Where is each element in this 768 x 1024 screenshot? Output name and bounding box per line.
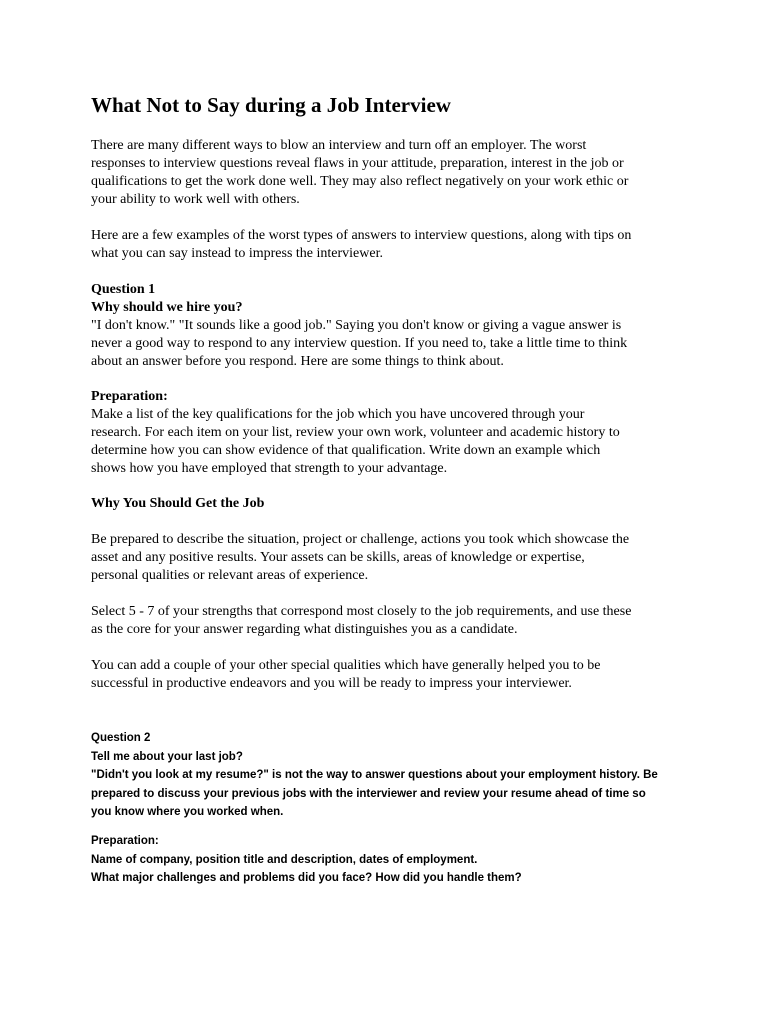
preparation-label: Preparation: [91, 835, 159, 847]
text-line: never a good way to respond to any interview question. If you need to, take a little time to think [91, 336, 628, 351]
text-line: qualifications to get the work done well. They may also reflect negatively on your work ethic or [91, 174, 629, 189]
intro-paragraph-1 [91, 137, 691, 209]
question-1-text: Why should we hire you? [91, 300, 243, 315]
question-1-block [91, 281, 691, 371]
text-line: determine how you can show evidence of that qualification. Write down an example which [91, 443, 601, 458]
question-2-preparation [91, 832, 691, 888]
document-title: What Not to Say during a Job Interview [91, 93, 451, 117]
text-line: asset and any positive results. Your assets can be skills, areas of knowledge or expertise, [91, 550, 585, 565]
text-line: Name of company, position title and description, dates of employment. [91, 853, 478, 866]
question-1-label: Question 1 [91, 282, 156, 297]
preparation-label: Preparation: [91, 389, 168, 404]
section-heading: Why You Should Get the Job [91, 496, 265, 511]
text-line: prepared to discuss your previous jobs with the interviewer and review your resume ahead of time so [91, 787, 646, 800]
text-line: research. For each item on your list, review your own work, volunteer and academic history to [91, 425, 620, 440]
text-line: What major challenges and problems did you face? How did you handle them? [91, 872, 522, 884]
intro-paragraph-2 [91, 227, 691, 263]
text-line: Here are a few examples of the worst types of answers to interview questions, along with tips on [91, 228, 632, 243]
text-line: Make a list of the key qualifications for the job which you have uncovered through your [91, 407, 585, 422]
text-line: successful in productive endeavors and you will be ready to impress your interviewer. [91, 676, 572, 691]
text-line: "Didn't you look at my resume?" is not the way to answer questions about your employment history. Be [91, 769, 658, 781]
question-2-text: Tell me about your last job? [91, 750, 243, 763]
text-line: Be prepared to describe the situation, project or challenge, actions you took which showcase the [91, 532, 630, 547]
section-paragraph-1 [91, 531, 691, 585]
text-line: about an answer before you respond. Here are some things to think about. [91, 354, 504, 369]
question-2-block [91, 729, 691, 822]
question-1-preparation [91, 388, 691, 478]
text-line: "I don't know." "It sounds like a good job." Saying you don't know or giving a vague answer is [91, 318, 622, 333]
text-line: you know where you worked when. [91, 806, 284, 818]
question-2-label: Question 2 [91, 732, 151, 744]
text-line: Select 5 - 7 of your strengths that correspond most closely to the job requirements, and use these [91, 604, 632, 619]
text-line: as the core for your answer regarding what distinguishes you as a candidate. [91, 622, 518, 637]
text-line: You can add a couple of your other special qualities which have generally helped you to be [91, 658, 601, 673]
text-line: personal qualities or relevant areas of experience. [91, 568, 369, 583]
text-line: responses to interview questions reveal flaws in your attitude, preparation, interest in the job or [91, 156, 624, 171]
text-line: what you can say instead to impress the interviewer. [91, 246, 383, 261]
section-paragraph-3 [91, 657, 691, 693]
text-line: shows how you have employed that strength to your advantage. [91, 461, 448, 476]
section-paragraph-2 [91, 603, 691, 639]
text-line: your ability to work well with others. [91, 192, 300, 207]
text-line: There are many different ways to blow an interview and turn off an employer. The worst [91, 138, 587, 153]
